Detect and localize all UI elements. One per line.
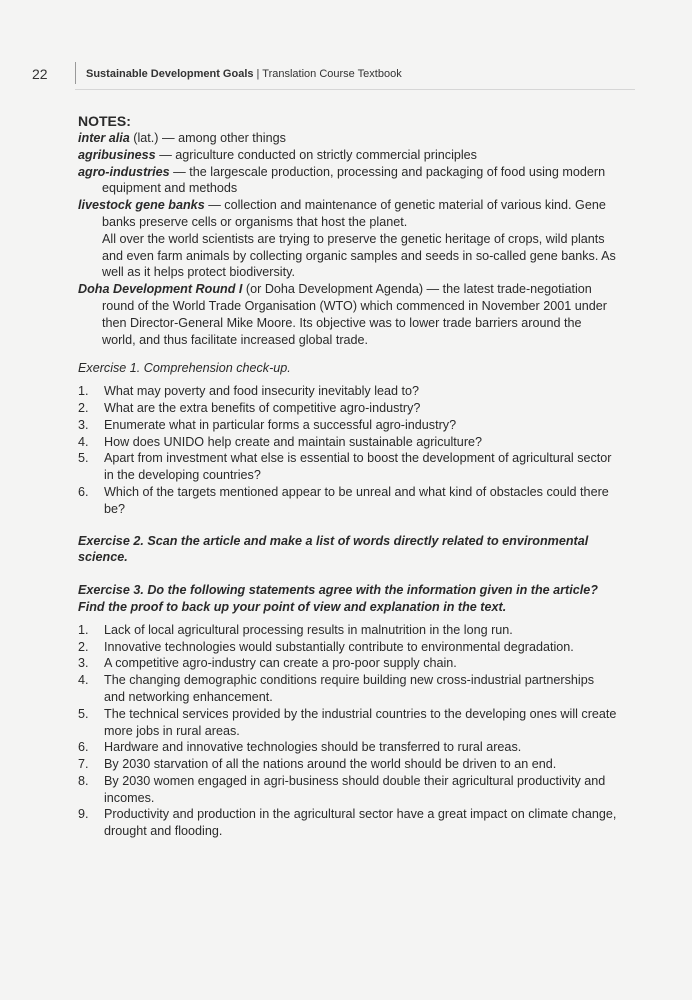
note-term: inter alia — [78, 131, 130, 145]
note-term: Doha Development Round I — [78, 282, 243, 297]
item-number: 7. — [78, 757, 89, 772]
list-item — [78, 655, 618, 672]
page-content — [78, 112, 618, 840]
item-text: Lack of local agricultural processing results in malnutrition in the long run. — [104, 622, 513, 637]
item-text: How does UNIDO help create and maintain sustainable agriculture? — [104, 434, 483, 449]
item-number: 5. — [78, 451, 89, 466]
item-number: 8. — [78, 773, 89, 788]
item-number: 6. — [78, 740, 89, 755]
header-divider — [75, 62, 76, 84]
list-item — [78, 434, 618, 451]
note-livestock-extra: All over the world scientists are trying to preserve the genetic heritage of crops, wild plants and even farm animals by collecting organic samples and seeds in so-called gene banks. As well as it helps protect biodiversity. — [102, 231, 616, 280]
item-text: Hardware and innovative technologies should be transferred to rural areas. — [104, 740, 522, 755]
note-definition: — among other things — [158, 131, 286, 145]
item-number: 2. — [78, 400, 89, 415]
note-definition: — agriculture conducted on strictly commercial principles — [155, 147, 477, 162]
list-item — [78, 383, 618, 400]
item-text: Which of the targets mentioned appear to be unreal and what kind of obstacles could there be? — [104, 484, 609, 516]
list-item — [78, 417, 618, 434]
list-item — [78, 706, 618, 740]
note-inter-alia — [78, 130, 618, 147]
list-item — [78, 773, 618, 807]
item-text: The changing demographic conditions require building new cross-industrial partnerships and networking enhancement. — [104, 673, 595, 704]
item-text: Innovative technologies would substantially contribute to environmental degradation. — [104, 639, 574, 654]
note-livestock-gene-banks — [78, 197, 618, 231]
note-agro-industries — [78, 164, 618, 198]
page-number: 22 — [32, 66, 48, 82]
note-term: agribusiness — [78, 147, 156, 162]
item-number: 1. — [78, 622, 89, 637]
note-definition: — the latest trade-negotiation round of the World Trade Organisation (WTO) which commenced in November 2001 under then Director-General Mike Moore. Its objective was to lower trade barriers around the world, and thus facilitate increased global trade. — [102, 282, 607, 347]
list-item — [78, 450, 618, 484]
page-header — [0, 62, 692, 92]
item-number: 1. — [78, 384, 89, 399]
note-doha-round — [78, 281, 618, 348]
item-number: 9. — [78, 807, 89, 822]
item-text: What may poverty and food insecurity inevitably lead to? — [104, 384, 420, 399]
note-definition: — collection and maintenance of genetic material of various kind. Gene banks preserve cells or organisms that host the planet. — [102, 198, 606, 229]
book-subtitle: Translation Course Textbook — [262, 68, 402, 80]
item-text: Productivity and production in the agricultural sector have a great impact on climate change, drought and flooding. — [104, 807, 617, 839]
item-text: By 2030 women engaged in agri-business should double their agricultural productivity and incomes. — [104, 773, 606, 805]
running-title — [86, 68, 402, 80]
item-text: Apart from investment what else is essential to boost the development of agricultural sector in the developing countries? — [104, 451, 612, 483]
exercise-3-list — [78, 622, 618, 840]
item-number: 6. — [78, 484, 89, 499]
exercise-3-title: Exercise 3. Do the following statements agree with the information given in the article? Find the proof to back up your point of view and explanation in the text. — [78, 583, 598, 614]
list-item — [78, 400, 618, 417]
title-separator: | — [253, 68, 263, 80]
exercise-1-title: Exercise 1. Comprehension check-up. — [78, 361, 291, 376]
item-text: What are the extra benefits of competitive agro-industry? — [104, 400, 421, 415]
item-text: Enumerate what in particular forms a successful agro-industry? — [104, 417, 457, 432]
item-number: 3. — [78, 417, 89, 432]
list-item — [78, 484, 618, 518]
exercise-1-list — [78, 383, 618, 517]
list-item — [78, 806, 618, 840]
list-item — [78, 639, 618, 656]
note-term: livestock gene banks — [78, 198, 205, 213]
notes-heading: NOTES: — [78, 113, 131, 129]
item-text: A competitive agro-industry can create a pro-poor supply chain. — [104, 656, 457, 671]
note-term-extra: (or Doha Development Agenda) — [242, 282, 424, 297]
item-number: 3. — [78, 656, 89, 671]
list-item — [78, 756, 618, 773]
list-item — [78, 739, 618, 756]
exercise-2-title: Exercise 2. Scan the article and make a list of words directly related to environmental science. — [78, 533, 589, 565]
item-number: 2. — [78, 639, 89, 654]
item-number: 5. — [78, 706, 89, 721]
book-title: Sustainable Development Goals — [86, 68, 254, 80]
header-rule — [75, 89, 635, 90]
note-agribusiness — [78, 147, 618, 164]
list-item — [78, 622, 618, 639]
note-term: agro-industries — [78, 164, 170, 179]
item-number: 4. — [78, 673, 89, 688]
item-text: By 2030 starvation of all the nations around the world should be driven to an end. — [104, 757, 557, 772]
note-term-extra: (lat.) — [129, 131, 159, 145]
note-definition: — the largescale production, processing and packaging of food using modern equipment and methods — [102, 164, 606, 196]
item-text: The technical services provided by the industrial countries to the developing ones will create more jobs in rural areas. — [104, 706, 617, 738]
item-number: 4. — [78, 434, 89, 449]
list-item — [78, 672, 618, 706]
